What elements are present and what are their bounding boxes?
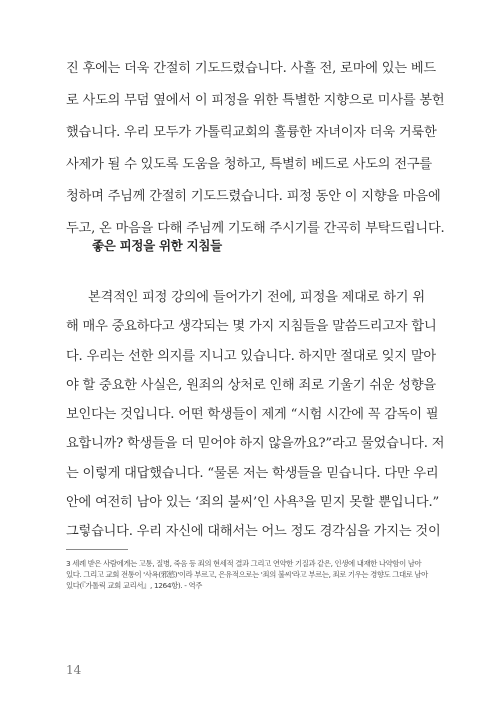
text-line: 그렇습니다. 우리 자신에 대해서는 어느 정도 경각심을 가지는 것이	[66, 524, 441, 540]
section-heading: 좋은 피정을 위한 지침들	[92, 238, 222, 253]
footnote-line: 3 세례 받은 사람에게는 고통, 질병, 죽음 등 죄의 현세적 결과 그리고 연약한 기질과 같은, 인생에 내재한 나약함이 남아	[66, 559, 422, 568]
footnote	[66, 558, 428, 591]
footnote-line: 있다. 그리고 교회 전통이 '사욕(邪慾)'이라 부르고, 은유적으로는 '죄의 불씨'라고 부르는, 죄로 기우는 경향도 그대로 남아	[66, 570, 428, 579]
text-line: 보인다는 것입니다. 어떤 학생들이 제게 “시험 시간에 꼭 감독이 필	[66, 407, 439, 423]
page-number: 14	[66, 663, 82, 677]
text-line: 안에 여전히 남아 있는 ‘죄의 불씨’인 사욕³을 믿지 못할 뿐입니다.”	[66, 495, 440, 511]
text-line: 로 사도의 무덤 옆에서 이 피정을 위한 특별한 지향으로 미사를 봉헌	[66, 93, 445, 108]
paragraph-guidelines	[66, 289, 445, 553]
text-line: 했습니다. 우리 모두가 가톨릭교회의 훌륭한 자녀이자 더욱 거룩한	[66, 125, 437, 140]
text-line: 청하며 주님께 간절히 기도드렸습니다. 피정 동안 이 지향을 마음에	[66, 189, 441, 204]
text-line: 는 이렇게 대답했습니다. “물론 저는 학생들을 믿습니다. 다만 우리	[66, 465, 439, 481]
footnote-line: 있다(『가톨릭 교회 교리서』, 1264항). - 역주	[66, 581, 202, 590]
text-line: 사제가 될 수 있도록 도움을 청하고, 특별히 베드로 사도의 전구를	[66, 157, 432, 172]
text-line: 요합니까? 학생들을 더 믿어야 하지 않을까요?”라고 물었습니다. 저	[66, 436, 445, 452]
text-line: 진 후에는 더욱 간절히 기도드렸습니다. 사흘 전, 로마에 있는 베드	[66, 61, 436, 76]
paragraph-continuation	[66, 60, 445, 252]
text-line: 해 매우 중요하다고 생각되는 몇 가지 지침들을 말씀드리고자 합니	[66, 319, 437, 335]
text-line: 본격적인 피정 강의에 들어가기 전에, 피정을 제대로 하기 위	[88, 290, 425, 305]
text-line: 두고, 온 마음을 다해 주님께 기도해 주시기를 간곡히 부탁드립니다.	[66, 221, 445, 236]
footnote-divider	[66, 549, 128, 550]
text-line: 다. 우리는 선한 의지를 지니고 있습니다. 하지만 절대로 잊지 말아	[66, 348, 436, 364]
text-line: 야 할 중요한 사실은, 원죄의 상처로 인해 죄로 기울기 쉬운 성향을	[66, 377, 436, 393]
